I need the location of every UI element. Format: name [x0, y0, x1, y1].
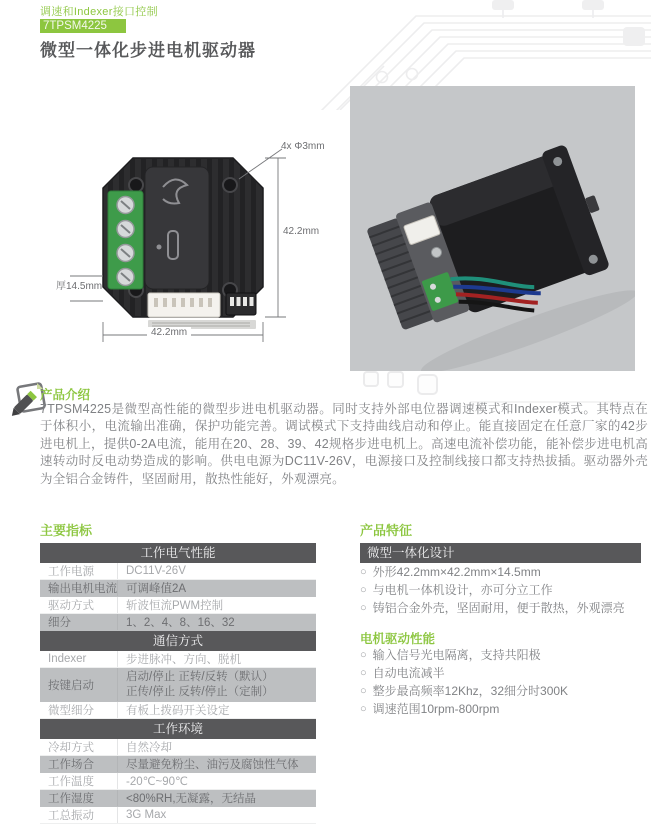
row-value-line-2: 正传/停止 反转/停止（定制） [126, 685, 274, 698]
feature-item-text: 自动电流减半 [372, 666, 445, 680]
table-header-electrical: 工作电气性能 [40, 543, 316, 563]
feature-item [360, 664, 568, 682]
row-value: <80%RH,无凝露，无结晶 [126, 793, 257, 805]
bullet-icon: ○ [360, 703, 367, 715]
feature-item-text: 整步最高频率12Khz，32细分时300K [372, 684, 569, 698]
table-row [40, 702, 316, 719]
dim-label-thickness: 厚14.5mm [56, 281, 103, 292]
dim-label-holes: 4x Φ3mm [281, 141, 325, 152]
row-label: 冷却方式 [40, 739, 118, 755]
row-label: Indexer [40, 651, 118, 667]
header-eyebrow: 调速和Indexer接口控制 [40, 6, 158, 18]
bullet-icon: ○ [360, 667, 367, 679]
table-row [40, 668, 316, 702]
motor-image [350, 86, 635, 371]
table-row [40, 563, 316, 580]
product-photo [350, 86, 635, 371]
row-value: 1、2、4、8、16、32 [126, 617, 235, 629]
row-value [118, 668, 316, 701]
page-title: 微型一体化步进电机驱动器 [40, 41, 256, 60]
feature-item [360, 682, 568, 700]
row-value: 步进脉冲、方向、脱机 [126, 654, 241, 666]
table-row [40, 651, 316, 668]
table-row [40, 807, 316, 824]
feature-group1-list [360, 563, 625, 617]
table-header-communication: 通信方式 [40, 631, 316, 651]
table-row [40, 756, 316, 773]
spec-tables [40, 543, 316, 824]
row-value: 斩波恒流PWM控制 [126, 600, 224, 612]
row-label: 输出电机电流 [40, 580, 118, 596]
feature-item [360, 563, 625, 581]
table-row [40, 739, 316, 756]
table-header-environment: 工作环境 [40, 719, 316, 739]
row-label: 工作湿度 [40, 790, 118, 806]
table-row [40, 773, 316, 790]
row-label: 工作温度 [40, 773, 118, 789]
feature-item [360, 581, 625, 599]
feature-item [360, 599, 625, 617]
feature-group1-title-bar: 微型一体化设计 [360, 543, 641, 563]
feature-group2-title: 电机驱动性能 [360, 632, 436, 646]
row-value: 尽量避免粉尘、油污及腐蚀性气体 [126, 759, 299, 771]
feature-group2-list [360, 646, 568, 718]
dim-label-height: 42.2mm [283, 226, 320, 237]
row-value: 自然冷却 [126, 742, 172, 754]
table-row [40, 790, 316, 807]
feature-item [360, 700, 568, 718]
feature-item-text: 铸铝合金外壳，坚固耐用，便于散热，外观漂亮 [372, 601, 625, 615]
row-label: 工总振动 [40, 807, 118, 823]
bullet-icon: ○ [360, 685, 367, 697]
row-label: 按键启动 [40, 668, 118, 701]
row-value-line-1: 启动/停止 正转/反转（默认） [126, 670, 274, 683]
feature-item-text: 调速范围10rpm-800rpm [372, 702, 500, 716]
row-value: DC11V-26V [126, 565, 186, 577]
row-value: 3G Max [126, 809, 167, 821]
row-label: 工作场合 [40, 756, 118, 772]
feature-item-text: 与电机一体机设计，亦可分立工作 [372, 583, 553, 597]
feature-item-text: 外形42.2mm×42.2mm×14.5mm [372, 565, 541, 579]
feature-item [360, 646, 568, 664]
model-badge: 7TPSM4225 [40, 19, 126, 33]
table-row [40, 580, 316, 597]
row-label: 工作电源 [40, 563, 118, 579]
feature-item-text: 输入信号光电隔离，支持共阳极 [372, 648, 541, 662]
table-row [40, 597, 316, 614]
bullet-icon: ○ [360, 649, 367, 661]
bullet-icon: ○ [360, 566, 367, 578]
intro-body-text: 7TPSM4225是微型高性能的微型步进电机驱动器。同时支持外部电位器调速模式和Indexer模式。其特点在于体积小，电流输出准确，保护功能完善。调试模式下支持曲线启动和停止。能直接固定在任意厂家的42步进电机上，提供0-2A电流，能用在20、28、39、42规格步进电机上。高速电流补偿功能，能补偿步进电机高速转动时反电动势造成的影响。供电电源为DC11V-26V，电源接口及控制线接口都支持热拔插。驱动器外壳为全铝合金铸件，坚固耐用，散热性能好，外观漂亮。 [40, 402, 648, 486]
table-row [40, 614, 316, 631]
dim-label-width: 42.2mm [147, 327, 191, 338]
bullet-icon: ○ [360, 584, 367, 596]
specs-heading: 主要指标 [40, 523, 93, 538]
row-label: 驱动方式 [40, 597, 118, 613]
bullet-icon: ○ [360, 602, 367, 614]
row-label: 微型细分 [40, 702, 118, 718]
driver-dimension-drawing [58, 125, 348, 350]
row-value: -20℃~90℃ [126, 776, 188, 788]
row-label: 细分 [40, 614, 118, 630]
row-value: 有板上拨码开关设定 [126, 705, 230, 717]
row-value: 可调峰值2A [126, 583, 187, 595]
features-heading: 产品特征 [360, 523, 413, 538]
intro-heading: 产品介绍 [40, 388, 91, 402]
